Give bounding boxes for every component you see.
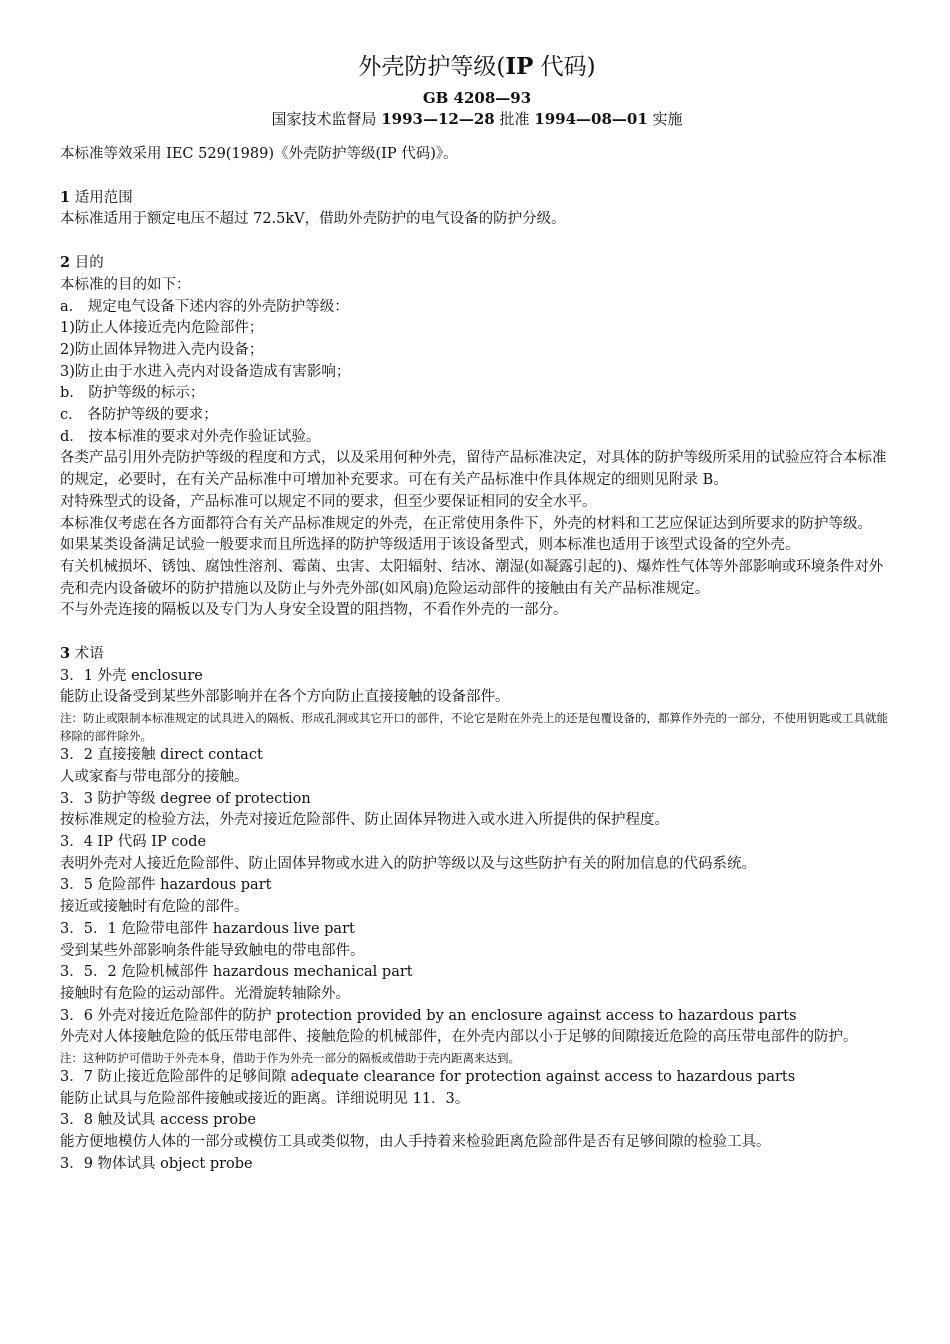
section-1-body: 本标准适用于额定电压不超过 72.5kV，借助外壳防护的电气设备的防护分级。	[60, 211, 566, 228]
approval-date: 1993—12—28	[381, 110, 495, 128]
paragraph: 能方便地模仿人体的一部分或模仿工具或类似物，由人手持着来检验距离危险部件是否有足够间隙的检验工具。	[60, 1134, 771, 1151]
paragraph: 表明外壳对人接近危险部件、防止固体异物或水进入的防护等级以及与这些防护有关的附加信息的代码系统。	[60, 855, 756, 872]
paragraph: 外壳对人体接触危险的低压带电部件、接触危险的机械部件，在外壳内部以小于足够的间隙接近危险的高压带电部件的防护。	[60, 1029, 858, 1046]
section-2-number: 2	[60, 254, 71, 272]
paragraph: 1)防止人体接近壳内危险部件；	[60, 320, 264, 337]
spacer	[60, 231, 894, 252]
title-prefix: 外壳防护等级(	[358, 54, 506, 80]
paragraph: 3．6 外壳对接近危险部件的防护 protection provided by an enclosure against access to hazardous parts	[60, 1007, 797, 1024]
paragraph: a． 规定电气设备下述内容的外壳防护等级：	[60, 298, 349, 315]
spacer	[60, 166, 894, 187]
title-bold: IP	[505, 53, 534, 80]
section-2-title: 目的	[70, 255, 104, 272]
paragraph: 3．7 防止接近危险部件的足够间隙 adequate clearance for protection against access to hazardous parts	[60, 1069, 796, 1086]
paragraph: 受到某些外部影响条件能导致触电的带电部件。	[60, 942, 365, 959]
paragraph: 各类产品引用外壳防护等级的程度和方式，以及采用何种外壳，留待产品标准决定，对具体的防护等级所采用的试验应符合本标准的规定，必要时，在有关产品标准中可增加补充要求。可在有关产品标准中作具体规定的细则见附录 B。	[60, 450, 887, 489]
section-3-body	[60, 666, 894, 1176]
paragraph: 3．1 外壳 enclosure	[60, 667, 203, 684]
paragraph: 3．2 直接接触 direct contact	[60, 747, 263, 764]
paragraph: 3．9 物体试具 object probe	[60, 1155, 253, 1172]
paragraph: 2)防止固体异物进入壳内设备；	[60, 341, 264, 358]
paragraph: 3．5．2 危险机械部件 hazardous mechanical part	[60, 964, 413, 981]
document-page	[60, 50, 894, 1176]
paragraph: 如果某类设备满足试验一般要求而且所选择的防护等级适用于该设备型式，则本标准也适用于该型式设备的空外壳。	[60, 537, 800, 554]
paragraph: d． 按本标准的要求对外壳作验证试验。	[60, 428, 321, 445]
paragraph: 接触时有危险的运动部件。光滑旋转轴除外。	[60, 985, 350, 1002]
paragraph: b． 防护等级的标示；	[60, 385, 205, 402]
note-paragraph: 注：这种防护可借助于外壳本身，借助于作为外壳一部分的隔板或借助于壳内距离来达到。	[60, 1051, 520, 1066]
paragraph: 人或家畜与带电部分的接触。	[60, 768, 249, 785]
section-1-heading	[60, 187, 894, 210]
paragraph: 3．8 触及试具 access probe	[60, 1112, 256, 1129]
approval-label: 批准	[494, 110, 535, 128]
section-1-title: 适用范围	[70, 189, 133, 206]
intro-paragraph: 本标准等效采用 IEC 529(1989)《外壳防护等级(IP 代码)》。	[60, 146, 458, 162]
paragraph: 接近或接触时有危险的部件。	[60, 899, 249, 916]
paragraph: 本标准的目的如下：	[60, 276, 191, 293]
paragraph: 能防止设备受到某些外部影响并在各个方向防止直接接触的设备部件。	[60, 689, 510, 706]
paragraph: 3．4 IP 代码 IP code	[60, 833, 207, 850]
section-3-heading	[60, 643, 894, 666]
paragraph: 3．3 防护等级 degree of protection	[60, 790, 311, 807]
document-title	[60, 50, 894, 84]
section-1-number: 1	[60, 188, 71, 206]
paragraph: 不与外壳连接的隔板以及专门为人身安全设置的阻挡物，不看作外壳的一部分。	[60, 602, 568, 619]
paragraph: 能防止试具与危险部件接触或接近的距离。详细说明见 11．3。	[60, 1090, 470, 1107]
paragraph: 对特殊型式的设备，产品标准可以规定不同的要求，但至少要保证相同的安全水平。	[60, 493, 597, 510]
section-3-number: 3	[60, 645, 71, 663]
effective-date: 1994—08—01	[534, 110, 648, 128]
section-2-body	[60, 275, 894, 622]
section-2-heading	[60, 252, 894, 275]
approval-authority: 国家技术监督局	[271, 110, 382, 128]
spacer	[60, 622, 894, 643]
paragraph: 3．5 危险部件 hazardous part	[60, 877, 272, 894]
standard-number: GB 4208—93	[422, 89, 532, 107]
approval-line	[60, 108, 894, 130]
effective-label: 实施	[647, 110, 683, 128]
paragraph: c． 各防护等级的要求；	[60, 407, 218, 424]
note-paragraph: 注：防止或限制本标准规定的试具进入的隔板、形成孔洞或其它开口的部件，不论它是附在外壳上的还是包覆设备的，都算作外壳的一部分，不使用钥匙或工具就能移除的部件除外。	[60, 711, 888, 744]
title-suffix: 代码)	[533, 54, 596, 80]
section-3-title: 术语	[70, 646, 104, 663]
paragraph: 3)防止由于水进入壳内对设备造成有害影响；	[60, 363, 351, 380]
paragraph: 按标准规定的检验方法，外壳对接近危险部件、防止固体异物进入或水进入所提供的保护程度。	[60, 812, 669, 829]
paragraph: 3．5．1 危险带电部件 hazardous live part	[60, 920, 355, 937]
paragraph: 有关机械损坏、锈蚀、腐蚀性溶剂、霉菌、虫害、太阳辐射、结冰、潮湿(如凝露引起的)、爆炸性气体等外部影响或环境条件对外壳和壳内设备破坏的防护措施以及防止与外壳外部(如风扇)危险运动部件的接触由有关产品标准规定。	[60, 558, 884, 597]
paragraph: 本标准仅考虑在各方面都符合有关产品标准规定的外壳，在正常使用条件下，外壳的材料和工艺应保证达到所要求的防护等级。	[60, 515, 872, 532]
